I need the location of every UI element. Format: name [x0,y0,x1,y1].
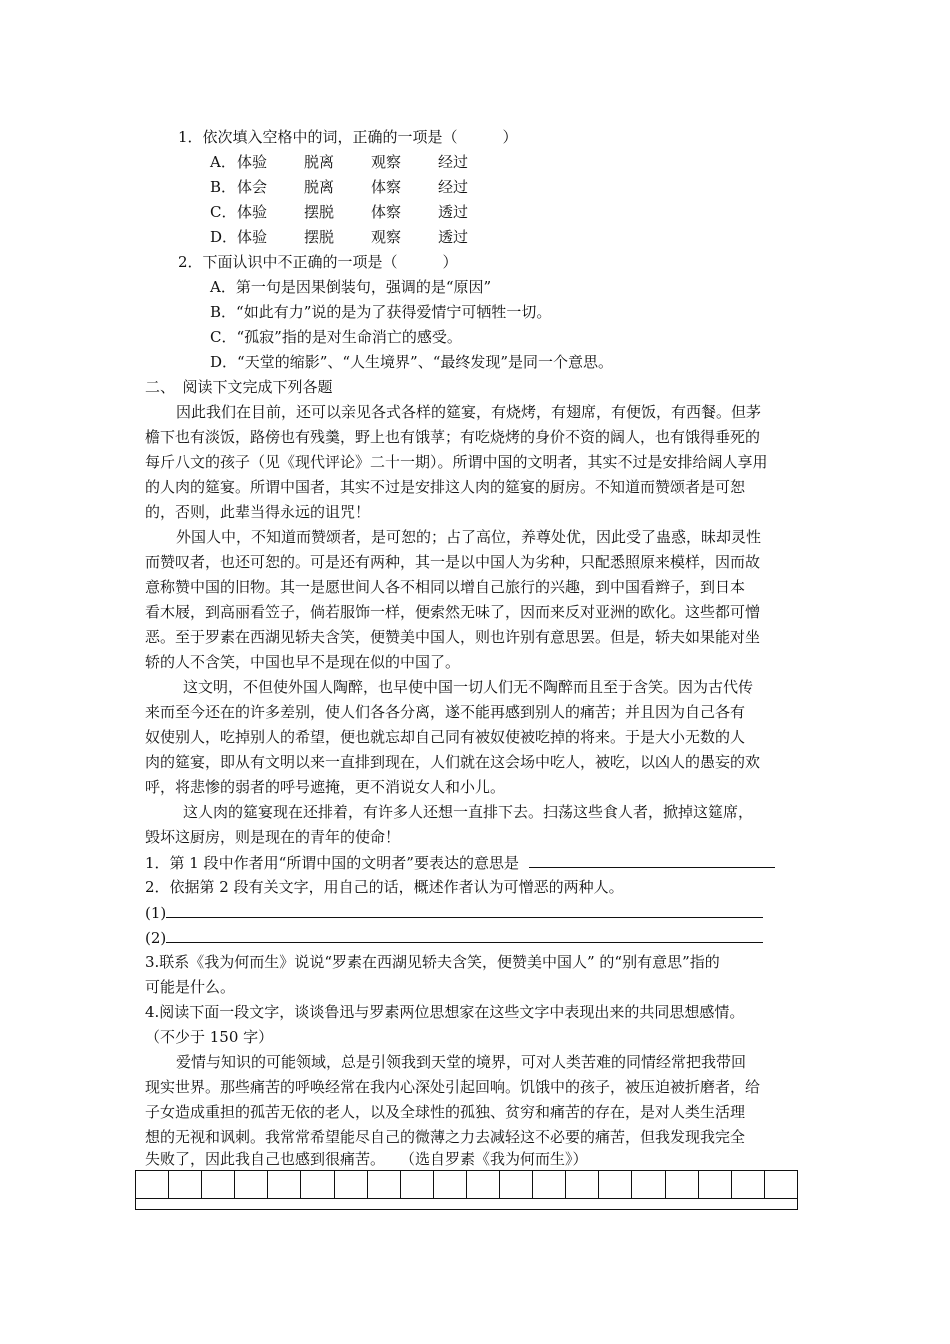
passage-p2-line: 而赞叹者，也还可恕的。可是还有两种，其一是以中国人为劣种，只配悉照原来模样，因而故 [145,553,761,571]
passage-p1-line: 每斤八文的孩子（见《现代评论》二十一期）。所谓中国的文明者，其实不过是安排给阔人享用 [145,453,768,471]
reading-question-2-item-1: (1) [145,902,763,923]
answer-grid-cell[interactable] [400,1171,433,1199]
passage-p1-line: 的人肉的筵宴。所谓中国者，其实不过是安排这人肉的筵宴的厨房。不知道而赞颂者是可恕 [145,478,746,496]
answer-grid-cell[interactable] [731,1171,764,1199]
passage-p4-line: 毁坏这厨房，则是现在的青年的使命！ [145,828,401,846]
passage-p3-line: 奴使别人，吃掉别人的希望，便也就忘却自己同有被奴使被吃掉的将来。于是大小无数的人 [145,728,746,746]
answer-blank[interactable] [166,902,763,918]
mc2-option-a[interactable]: A．第一句是因果倒装句，强调的是“原因” [210,278,492,296]
reading-question-2-item-2: (2) [145,927,763,948]
mc2-stem: 2．下面认识中不正确的一项是（ ） [178,253,458,271]
answer-grid-row [136,1171,798,1199]
answer-grid-cell[interactable] [202,1171,235,1199]
passage-p3-line: 呼，将悲惨的弱者的呼号遮掩，更不消说女人和小儿。 [145,778,506,796]
answer-grid-cell[interactable] [466,1171,499,1199]
passage-p3-line: 肉的筵宴，即从有文明以来一直排到现在，人们就在这会场中吃人，被吃，以凶人的愚妄的欢 [145,753,761,771]
answer-grid-cell[interactable] [698,1171,731,1199]
passage-p2-line: 意称赞中国的旧物。其一是愿世间人各不相同以增自己旅行的兴趣，到中国看辫子，到日本 [145,578,746,596]
mc2-option-c[interactable]: C．“孤寂”指的是对生命消亡的感受。 [210,328,462,346]
answer-grid-cell[interactable] [235,1171,268,1199]
section-heading: 二、 阅读下文完成下列各题 [145,378,333,396]
mc1-option-a[interactable]: A．体验 脱离 观察 经过 [210,153,469,171]
answer-grid-cell[interactable] [334,1171,367,1199]
quote-line-source: 失败了，因此我自己也感到很痛苦。 （选自罗素《我为何而生》） [145,1150,588,1168]
answer-grid-cell[interactable] [533,1171,566,1199]
mc1-option-c[interactable]: C．体验 摆脱 体察 透过 [210,203,469,221]
passage-p2-line: 看木屐，到高丽看笠子，倘若服饰一样，便索然无味了，因而来反对亚洲的欧化。这些都可憎 [145,603,761,621]
mc1-stem: 1．依次填入空格中的词，正确的一项是（ ） [178,128,518,146]
passage-p2-line: 轿的人不含笑，中国也早不是现在似的中国了。 [145,653,461,671]
answer-grid-cell[interactable] [500,1171,533,1199]
answer-grid-cell[interactable] [665,1171,698,1199]
quote-line: 爱情与知识的可能领域，总是引领我到天堂的境界，可对人类苦难的同情经常把我带回 [176,1053,747,1071]
mc2-option-d[interactable]: D．“天堂的缩影”、“人生境界”、“最终发现”是同一个意思。 [210,353,614,371]
quote-line: 想的无视和讽刺。我常常希望能尽自己的微薄之力去减轻这不必要的痛苦，但我发现我完全 [145,1128,746,1146]
answer-grid-cell[interactable] [433,1171,466,1199]
passage-p1-line: 因此我们在目前，还可以亲见各式各样的筵宴，有烧烤，有翅席，有便饭，有西餐。但茅 [176,403,762,421]
passage-p2-line: 外国人中，不知道而赞颂者，是可恕的；占了高位，养尊处优，因此受了蛊惑，昧却灵性 [176,528,762,546]
passage-p2-line: 恶。至于罗素在西湖见轿夫含笑，便赞美中国人，则也许别有意思罢。但是，轿夫如果能对坐 [145,628,761,646]
answer-grid-cell[interactable] [599,1171,632,1199]
mc1-option-d[interactable]: D．体验 摆脱 观察 透过 [210,228,469,246]
answer-grid-cell[interactable] [367,1171,400,1199]
passage-p1-line: 的，否则，此辈当得永远的诅咒！ [145,503,371,521]
passage-p1-line: 檐下也有淡饭，路傍也有残羹，野上也有饿莩；有吃烧烤的身价不资的阔人，也有饿得垂死的 [145,428,761,446]
reading-question-3-cont: 可能是什么。 [145,978,236,996]
answer-grid-cell[interactable] [632,1171,665,1199]
answer-grid [135,1170,798,1199]
reading-question-1: 1．第 1 段中作者用“所谓中国的文明者”要表达的意思是 [145,852,775,873]
answer-grid-cell[interactable] [169,1171,202,1199]
reading-question-4-cont: （不少于 150 字） [145,1028,274,1046]
reading-question-3: 3.联系《我为何而生》说说“罗素在西湖见轿夫含笑，便赞美中国人” 的“别有意思”指的 [145,953,720,971]
answer-grid-underline [135,1199,798,1210]
mc1-option-b[interactable]: B．体会 脱离 体察 经过 [210,178,469,196]
mc2-option-b[interactable]: B．“如此有力”说的是为了获得爱情宁可牺牲一切。 [210,303,552,321]
quote-line: 现实世界。那些痛苦的呼唤经常在我内心深处引起回响。饥饿中的孩子，被压迫被折磨者，给 [145,1078,761,1096]
passage-p4-line: 这人肉的筵宴现在还排着，有许多人还想一直排下去。扫荡这些食人者，掀掉这筵席， [183,803,754,821]
passage-p3-line: 这文明，不但使外国人陶醉，也早使中国一切人们无不陶醉而且至于含笑。因为古代传 [183,678,754,696]
answer-blank[interactable] [529,852,775,868]
answer-grid-cell[interactable] [301,1171,334,1199]
quote-line: 子女造成重担的孤苦无依的老人，以及全球性的孤独、贫穷和痛苦的存在，是对人类生活理 [145,1103,746,1121]
reading-question-4: 4.阅读下面一段文字，谈谈鲁迅与罗素两位思想家在这些文字中表现出来的共同思想感情。 [145,1003,745,1021]
reading-question-2: 2．依据第 2 段有关文字，用自己的话，概述作者认为可憎恶的两种人。 [145,878,624,896]
answer-grid-cell[interactable] [136,1171,169,1199]
answer-blank[interactable] [166,927,763,943]
answer-grid-cell[interactable] [566,1171,599,1199]
answer-grid-cell[interactable] [764,1171,797,1199]
answer-grid-cell[interactable] [268,1171,301,1199]
passage-p3-line: 来而至今还在的许多差别，使人们各各分离，遂不能再感到别人的痛苦；并且因为自己各有 [145,703,746,721]
